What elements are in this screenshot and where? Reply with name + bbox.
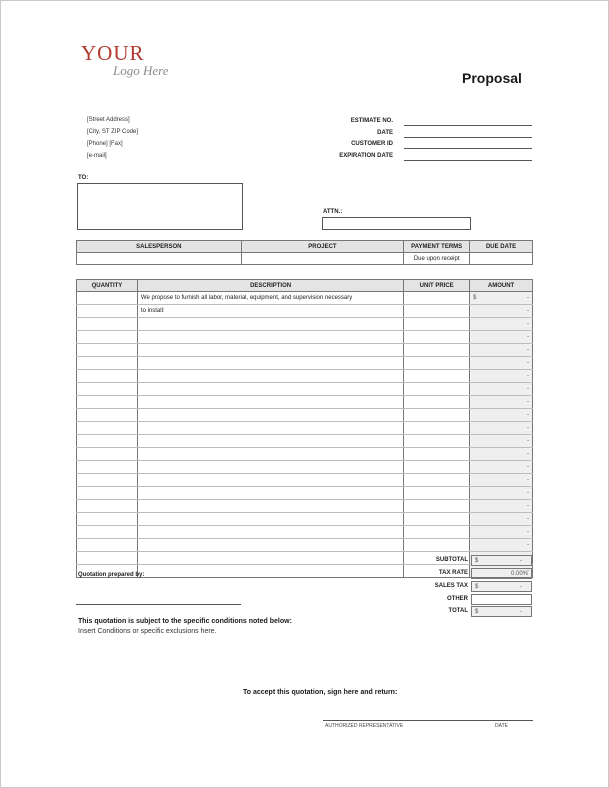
amount-dash: - xyxy=(527,490,529,496)
amount-cell[interactable] xyxy=(470,422,533,435)
amount-cell[interactable] xyxy=(470,448,533,461)
table-row xyxy=(77,461,533,474)
quantity-cell[interactable] xyxy=(77,435,138,448)
unit-price-cell[interactable] xyxy=(404,435,470,448)
table-row xyxy=(77,487,533,500)
description-cell[interactable] xyxy=(137,396,403,409)
quantity-cell[interactable] xyxy=(77,461,138,474)
table-row xyxy=(77,305,533,318)
accept-instruction: To accept this quotation, sign here and return: xyxy=(243,689,398,696)
table-row xyxy=(77,396,533,409)
quantity-cell[interactable] xyxy=(77,305,138,318)
unit-price-cell[interactable] xyxy=(404,487,470,500)
amount-dash: - xyxy=(527,451,529,457)
table-row xyxy=(77,318,533,331)
salesperson-header: SALESPERSON xyxy=(77,241,242,253)
table-row xyxy=(77,539,533,552)
total-value-subtotal[interactable] xyxy=(471,555,532,566)
amount-dash: - xyxy=(527,360,529,366)
table-row xyxy=(77,331,533,344)
due-date-cell[interactable] xyxy=(470,253,533,265)
amount-cell[interactable] xyxy=(470,318,533,331)
date-label: DATE xyxy=(377,130,393,136)
total-dash: - xyxy=(520,584,522,590)
amount-dash: - xyxy=(527,386,529,392)
amount-dash: - xyxy=(527,503,529,509)
project-cell[interactable] xyxy=(241,253,404,265)
description-cell[interactable] xyxy=(137,331,403,344)
unit-price-cell[interactable] xyxy=(404,513,470,526)
amount-cell[interactable] xyxy=(470,331,533,344)
expiration-date-field[interactable] xyxy=(404,160,532,161)
amount-cell[interactable] xyxy=(470,500,533,513)
to-address-box[interactable] xyxy=(77,183,243,230)
description-cell[interactable] xyxy=(137,344,403,357)
info-table xyxy=(76,240,533,265)
unit-price-cell[interactable] xyxy=(404,461,470,474)
conditions-heading: This quotation is subject to the specific conditions noted below: xyxy=(78,618,292,625)
quantity-cell[interactable] xyxy=(77,448,138,461)
unit-price-cell[interactable] xyxy=(404,409,470,422)
payment-terms-cell[interactable]: Due upon receipt xyxy=(404,253,470,265)
total-value-tax-rate[interactable] xyxy=(471,568,532,579)
table-row xyxy=(77,357,533,370)
description-cell[interactable] xyxy=(137,461,403,474)
total-value-text: 0.00% xyxy=(510,571,528,577)
table-row xyxy=(77,370,533,383)
total-dash: - xyxy=(520,609,522,615)
project-header: PROJECT xyxy=(241,241,404,253)
amount-cell[interactable] xyxy=(470,344,533,357)
total-dash: - xyxy=(520,558,522,564)
attn-label: ATTN.: xyxy=(323,209,343,215)
quantity-cell[interactable] xyxy=(77,344,138,357)
amount-cell[interactable] xyxy=(470,292,533,305)
unit-price-cell[interactable] xyxy=(404,344,470,357)
amount-dash: - xyxy=(527,542,529,548)
amount-cell[interactable] xyxy=(470,396,533,409)
document-title: Proposal xyxy=(462,70,522,86)
quantity-cell[interactable] xyxy=(77,422,138,435)
amount-header: AMOUNT xyxy=(470,280,533,292)
table-row xyxy=(77,435,533,448)
unit-price-cell[interactable] xyxy=(404,396,470,409)
description-cell[interactable] xyxy=(137,526,403,539)
estimate-no-field[interactable] xyxy=(404,125,532,126)
description-header: DESCRIPTION xyxy=(137,280,403,292)
quantity-cell[interactable] xyxy=(77,370,138,383)
amount-dash: - xyxy=(527,373,529,379)
description-cell[interactable] xyxy=(137,357,403,370)
quantity-cell[interactable] xyxy=(77,474,138,487)
table-row xyxy=(77,526,533,539)
amount-cell[interactable] xyxy=(470,305,533,318)
attn-field[interactable] xyxy=(322,217,471,230)
to-label: TO: xyxy=(78,175,89,181)
quantity-cell[interactable] xyxy=(77,526,138,539)
unit-price-cell[interactable] xyxy=(404,500,470,513)
description-cell[interactable]: We propose to furnish all labor, material, equipment, and supervision necessary xyxy=(137,292,403,305)
amount-dash: - xyxy=(527,412,529,418)
city-state-zip: [City, ST ZIP Code] xyxy=(87,129,139,135)
total-label-sales-tax: SALES TAX xyxy=(434,583,468,589)
description-cell[interactable] xyxy=(137,318,403,331)
amount-dash: - xyxy=(527,516,529,522)
unit-price-cell[interactable] xyxy=(404,474,470,487)
signature-date-label: DATE xyxy=(495,723,508,729)
amount-cell[interactable] xyxy=(470,383,533,396)
amount-cell[interactable] xyxy=(470,526,533,539)
description-cell[interactable] xyxy=(137,435,403,448)
unit-price-cell[interactable] xyxy=(404,357,470,370)
due-date-header: DUE DATE xyxy=(470,241,533,253)
authorized-rep-label: AUTHORIZED REPRESENTATIVE xyxy=(325,723,404,729)
total-label-other: OTHER xyxy=(447,596,468,602)
items-table xyxy=(76,279,533,578)
quantity-cell[interactable] xyxy=(77,292,138,305)
unit-price-cell[interactable] xyxy=(404,539,470,552)
description-cell[interactable] xyxy=(137,409,403,422)
description-cell[interactable] xyxy=(137,539,403,552)
total-value-sales-tax[interactable] xyxy=(471,581,532,592)
description-cell[interactable] xyxy=(137,448,403,461)
table-row xyxy=(77,292,533,305)
amount-dash: - xyxy=(527,347,529,353)
amount-cell[interactable] xyxy=(470,474,533,487)
description-cell[interactable] xyxy=(137,500,403,513)
quantity-cell[interactable] xyxy=(77,383,138,396)
table-row xyxy=(77,500,533,513)
description-cell[interactable] xyxy=(137,565,403,578)
quantity-cell[interactable] xyxy=(77,357,138,370)
amount-cell[interactable] xyxy=(470,487,533,500)
amount-dash: - xyxy=(527,568,529,574)
table-row xyxy=(77,513,533,526)
quantity-cell[interactable] xyxy=(77,539,138,552)
description-cell[interactable] xyxy=(137,552,403,565)
currency-symbol: $ xyxy=(473,295,477,301)
amount-dash: - xyxy=(527,477,529,483)
signature-line[interactable] xyxy=(323,720,533,721)
salesperson-cell[interactable] xyxy=(77,253,242,265)
quantity-header: QUANTITY xyxy=(77,280,138,292)
total-value-text: $ xyxy=(475,609,479,615)
amount-dash: - xyxy=(527,399,529,405)
logo-main-text: YOUR xyxy=(81,41,145,65)
email: [e-mail] xyxy=(87,153,107,159)
conditions-text[interactable]: Insert Conditions or specific exclusions here. xyxy=(78,628,217,635)
prepared-by-line[interactable] xyxy=(76,604,241,605)
table-row xyxy=(77,409,533,422)
table-row xyxy=(77,344,533,357)
description-cell[interactable] xyxy=(137,370,403,383)
table-row xyxy=(77,383,533,396)
customer-id-label: CUSTOMER ID xyxy=(351,141,393,147)
table-row xyxy=(77,448,533,461)
unit-price-cell[interactable] xyxy=(404,292,470,305)
table-row xyxy=(77,474,533,487)
amount-cell[interactable] xyxy=(470,409,533,422)
expiration-date-label: EXPIRATION DATE xyxy=(339,153,393,159)
payment-terms-header: PAYMENT TERMS xyxy=(404,241,470,253)
amount-cell[interactable] xyxy=(470,357,533,370)
quantity-cell[interactable] xyxy=(77,552,138,565)
amount-dash: - xyxy=(527,308,529,314)
amount-dash: - xyxy=(527,295,529,301)
quantity-cell[interactable] xyxy=(77,487,138,500)
amount-cell[interactable] xyxy=(470,513,533,526)
logo-sub-text: Logo Here xyxy=(113,63,169,78)
quantity-cell[interactable] xyxy=(77,409,138,422)
unit-price-cell[interactable] xyxy=(404,526,470,539)
amount-cell[interactable] xyxy=(470,370,533,383)
description-cell[interactable] xyxy=(137,474,403,487)
amount-dash: - xyxy=(527,321,529,327)
description-cell[interactable] xyxy=(137,513,403,526)
customer-id-field[interactable] xyxy=(404,148,532,149)
unit-price-header: UNIT PRICE xyxy=(404,280,470,292)
phone-fax: [Phone] [Fax] xyxy=(87,141,123,147)
amount-dash: - xyxy=(527,425,529,431)
quantity-cell[interactable] xyxy=(77,318,138,331)
unit-price-cell[interactable] xyxy=(404,318,470,331)
unit-price-cell[interactable] xyxy=(404,383,470,396)
table-row xyxy=(77,422,533,435)
total-label-total: TOTAL xyxy=(448,608,468,614)
total-value-text: $ xyxy=(475,558,479,564)
quantity-cell[interactable] xyxy=(77,396,138,409)
unit-price-cell[interactable] xyxy=(404,422,470,435)
quantity-cell[interactable] xyxy=(77,500,138,513)
street-address: [Street Address] xyxy=(87,117,130,123)
amount-cell[interactable] xyxy=(470,461,533,474)
amount-dash: - xyxy=(527,529,529,535)
total-label-tax-rate: TAX RATE xyxy=(438,570,468,576)
total-value-total[interactable] xyxy=(471,606,532,617)
description-cell[interactable] xyxy=(137,422,403,435)
total-value-other[interactable] xyxy=(471,594,532,605)
prepared-by-label: Quotation prepared by: xyxy=(78,572,145,578)
quantity-cell[interactable] xyxy=(77,331,138,344)
quantity-cell[interactable] xyxy=(77,513,138,526)
unit-price-cell[interactable] xyxy=(404,331,470,344)
amount-cell[interactable] xyxy=(470,435,533,448)
total-value-text: $ xyxy=(475,584,479,590)
description-cell[interactable] xyxy=(137,487,403,500)
total-label-subtotal: SUBTOTAL xyxy=(435,557,468,563)
amount-dash: - xyxy=(527,438,529,444)
amount-cell[interactable] xyxy=(470,539,533,552)
amount-dash: - xyxy=(527,464,529,470)
estimate-no-label: ESTIMATE NO. xyxy=(350,118,393,124)
unit-price-cell[interactable] xyxy=(404,370,470,383)
description-cell[interactable] xyxy=(137,383,403,396)
date-field[interactable] xyxy=(404,137,532,138)
amount-dash: - xyxy=(527,334,529,340)
unit-price-cell[interactable] xyxy=(404,305,470,318)
unit-price-cell[interactable] xyxy=(404,448,470,461)
description-cell[interactable]: to install: xyxy=(137,305,403,318)
